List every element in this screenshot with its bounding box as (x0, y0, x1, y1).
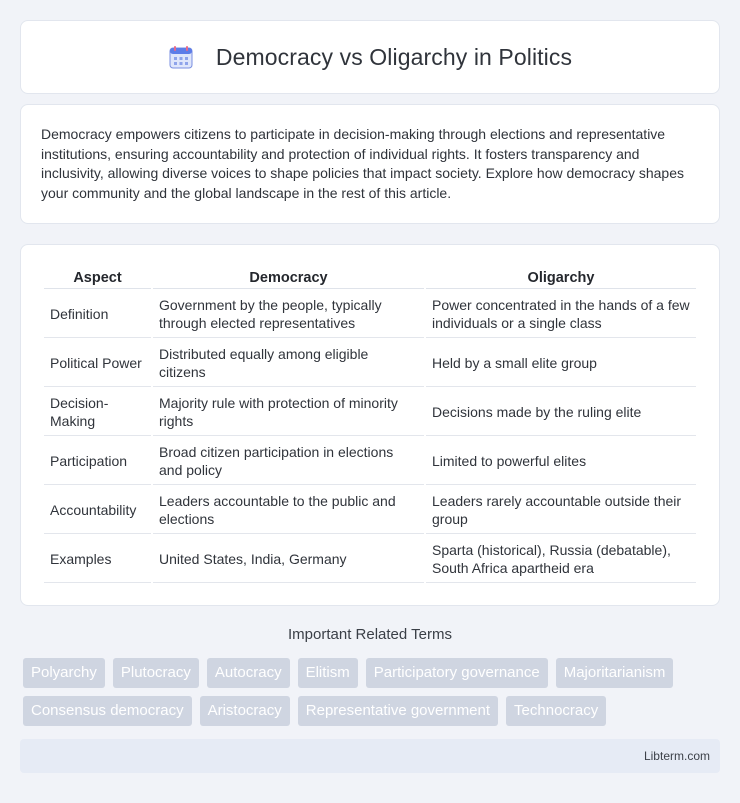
related-term-chip[interactable]: Participatory governance (366, 658, 548, 688)
related-term-chip[interactable]: Consensus democracy (23, 696, 192, 726)
footer-bar (20, 739, 720, 773)
democracy-cell: Majority rule with protection of minority rights (153, 389, 424, 436)
democracy-cell: United States, India, Germany (153, 536, 424, 583)
related-term-chip[interactable]: Elitism (298, 658, 358, 688)
related-term-chip[interactable]: Technocracy (506, 696, 606, 726)
aspect-cell: Decision-Making (44, 389, 151, 436)
related-term-chip[interactable]: Representative government (298, 696, 498, 726)
related-term-chip[interactable]: Polyarchy (23, 658, 105, 688)
comparison-card (20, 244, 720, 606)
democracy-cell: Government by the people, typically through elected representatives (153, 291, 424, 338)
related-term-chip[interactable]: Plutocracy (113, 658, 199, 688)
header-card (20, 20, 720, 94)
oligarchy-cell: Power concentrated in the hands of a few individuals or a single class (426, 291, 696, 338)
table-row (44, 536, 696, 583)
calendar-icon (168, 44, 194, 70)
oligarchy-cell: Decisions made by the ruling elite (426, 389, 696, 436)
footer-site-link[interactable]: Libterm.com (643, 749, 710, 763)
related-term-chip[interactable]: Aristocracy (200, 696, 290, 726)
related-term-chip[interactable]: Majoritarianism (556, 658, 674, 688)
democracy-cell: Distributed equally among eligible citizens (153, 340, 424, 387)
column-header-oligarchy: Oligarchy (426, 267, 696, 289)
oligarchy-cell: Held by a small elite group (426, 340, 696, 387)
aspect-cell: Accountability (44, 487, 151, 534)
intro-card (20, 104, 720, 224)
comparison-table (42, 265, 698, 585)
related-term-chip[interactable]: Autocracy (207, 658, 290, 688)
intro-text: Democracy empowers citizens to participate in decision-making through elections and representative institutions, ensuring accountability and protection of individual rights. It fosters transparency and inclusivity, allowing diverse voices to shape policies that impact society. Explore how democracy shapes your community and the global landscape in the rest of this article. (41, 126, 685, 201)
aspect-cell: Participation (44, 438, 151, 485)
page-title: Democracy vs Oligarchy in Politics (215, 43, 573, 70)
oligarchy-cell: Leaders rarely accountable outside their group (426, 487, 696, 534)
democracy-cell: Leaders accountable to the public and elections (153, 487, 424, 534)
related-terms-list (23, 658, 723, 726)
table-row (44, 389, 696, 436)
table-row (44, 438, 696, 485)
column-header-aspect: Aspect (44, 267, 151, 289)
aspect-cell: Definition (44, 291, 151, 338)
oligarchy-cell: Sparta (historical), Russia (debatable), South Africa apartheid era (426, 536, 696, 583)
column-header-democracy: Democracy (153, 267, 424, 289)
related-terms-title: Important Related Terms (288, 626, 452, 643)
table-header-row (44, 267, 696, 289)
table-row (44, 340, 696, 387)
aspect-cell: Political Power (44, 340, 151, 387)
aspect-cell: Examples (44, 536, 151, 583)
democracy-cell: Broad citizen participation in elections and policy (153, 438, 424, 485)
table-row (44, 487, 696, 534)
oligarchy-cell: Limited to powerful elites (426, 438, 696, 485)
table-row (44, 291, 696, 338)
